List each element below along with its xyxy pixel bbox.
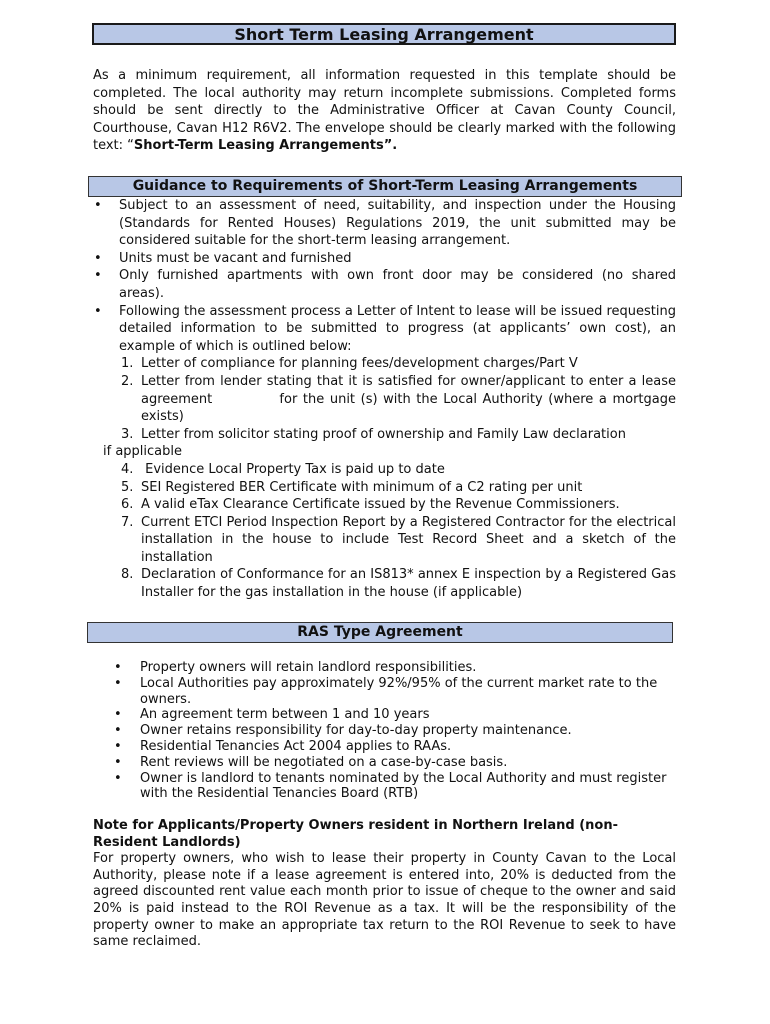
ras-list bbox=[114, 660, 675, 802]
item-number: 6. bbox=[121, 497, 134, 513]
bullet-symbol: • bbox=[114, 770, 122, 786]
guidance-bullet-text: Only furnished apartments with own front door may be considered (no shared areas). bbox=[119, 268, 676, 301]
intro-text: As a minimum requirement, all information requested in this template should be completed. The local authority may return incomplete submissions. Completed forms should be sent directly to the Administrative Officer at Cavan County Council, Courthouse, Cavan H12 R6V2. The envelope should be clearly marked with the following text: “ bbox=[93, 68, 676, 154]
numbered-item bbox=[121, 461, 676, 479]
guidance-bullet-text: Following the assessment process a Letter of Intent to lease will be issued requesting detailed information to be submitted to progress (at applicants’ own cost), an example of which is outlined below: bbox=[119, 303, 676, 354]
bullet-symbol: • bbox=[114, 660, 122, 675]
bullet-symbol: • bbox=[94, 268, 102, 284]
item-number: 8. bbox=[121, 567, 134, 583]
bullet-symbol: • bbox=[114, 754, 122, 770]
numbered-item bbox=[121, 479, 676, 497]
item-text: SEI Registered BER Certificate with minimum of a C2 rating per unit bbox=[141, 479, 583, 495]
numbered-item-continuation: if applicable bbox=[103, 444, 182, 460]
bullet-symbol: • bbox=[114, 738, 122, 754]
item-text: Evidence Local Property Tax is paid up to date bbox=[141, 461, 445, 477]
ras-bullet bbox=[114, 723, 675, 739]
bullet-symbol: • bbox=[114, 723, 122, 739]
ras-bullet-text: Residential Tenancies Act 2004 applies to RAAs. bbox=[140, 738, 452, 754]
numbered-item bbox=[121, 373, 681, 426]
page-title: Short Term Leasing Arrangement bbox=[92, 23, 676, 45]
guidance-list bbox=[94, 197, 681, 602]
bullet-symbol: • bbox=[114, 675, 122, 691]
bullet-symbol: • bbox=[94, 250, 102, 266]
bullet-symbol: • bbox=[114, 707, 122, 723]
ras-bullet bbox=[114, 707, 675, 723]
item-text: Current ETCI Period Inspection Report by a Registered Contractor for the electrical installation in the house to include Test Record Sheet and a sketch of the installation bbox=[141, 514, 676, 565]
guidance-bullet-text: Units must be vacant and furnished bbox=[119, 250, 352, 266]
item-text: A valid eTax Clearance Certificate issued by the Revenue Commissioners. bbox=[141, 497, 620, 513]
item-text: Declaration of Conformance for an IS813* annex E inspection by a Registered Gas Installer for the gas installation in the house (if applicable) bbox=[141, 567, 676, 601]
guidance-bullet bbox=[94, 250, 676, 268]
item-number: 7. bbox=[121, 514, 134, 530]
numbered-item bbox=[121, 496, 676, 514]
guidance-heading: Guidance to Requirements of Short-Term Leasing Arrangements bbox=[88, 176, 682, 197]
ras-bullet bbox=[114, 675, 675, 708]
ras-heading: RAS Type Agreement bbox=[87, 622, 673, 643]
ras-bullet-text: Owner retains responsibility for day-to-day property maintenance. bbox=[140, 723, 572, 739]
bullet-symbol: • bbox=[94, 198, 102, 213]
item-text: Letter from lender stating that it is satisfied for owner/applicant to enter a lease agreement for the unit (s) with the Local Authority (where a mortgage exists) bbox=[141, 373, 681, 425]
numbered-item bbox=[121, 355, 676, 373]
numbered-item bbox=[121, 514, 676, 567]
guidance-bullet bbox=[94, 267, 676, 302]
item-number: 2. bbox=[121, 373, 134, 389]
guidance-bullet bbox=[94, 303, 676, 356]
ras-bullet bbox=[114, 738, 675, 755]
guidance-bullet-text: Subject to an assessment of need, suitability, and inspection under the Housing (Standards for Rented Houses) Regulations 2019, the unit submitted may be considered suitable for the short-term leasing arrangement. bbox=[119, 198, 676, 249]
ras-bullet-text: Rent reviews will be negotiated on a case-by-case basis. bbox=[140, 754, 508, 770]
item-number: 4. bbox=[121, 461, 134, 477]
ras-bullet-text: An agreement term between 1 and 10 years bbox=[140, 707, 430, 723]
ras-bullet-text: Property owners will retain landlord responsibilities. bbox=[140, 660, 477, 675]
guidance-bullet bbox=[94, 197, 676, 250]
ras-bullet-text: Local Authorities pay approximately 92%/95% of the current market rate to the owners. bbox=[140, 675, 658, 707]
numbered-list bbox=[103, 355, 681, 601]
bullet-symbol: • bbox=[94, 303, 102, 319]
numbered-item bbox=[121, 566, 676, 601]
note-heading: Note for Applicants/Property Owners resident in Northern Ireland (non-Resident Landlords) bbox=[93, 818, 618, 850]
item-text: Letter from solicitor stating proof of ownership and Family Law declaration bbox=[141, 426, 626, 442]
intro-paragraph bbox=[93, 67, 676, 155]
note-text: For property owners, who wish to lease their property in County Cavan to the Local Authority, please note if a lease agreement is entered into, 20% is deducted from the agreed discounted rent value each month prior to issue of cheque to the owner and said 20% is paid instead to the ROI Revenue as a tax. It will be the responsibility of the property owner to make an appropriate tax return to the ROI Revenue to seek to have same reclaimed. bbox=[93, 851, 676, 950]
item-number: 3. bbox=[121, 426, 134, 442]
intro-bold-text: Short-Term Leasing Arrangements”. bbox=[133, 138, 398, 154]
item-number: 1. bbox=[121, 356, 134, 372]
numbered-item bbox=[121, 426, 676, 444]
ras-bullet bbox=[114, 770, 675, 803]
item-text: Letter of compliance for planning fees/development charges/Part V bbox=[141, 356, 578, 372]
ras-bullet-text: Owner is landlord to tenants nominated by the Local Authority and must register with the Residential Tenancies Board (RTB) bbox=[140, 770, 667, 802]
ras-bullet bbox=[114, 754, 675, 771]
note-section bbox=[93, 818, 676, 951]
item-number: 5. bbox=[121, 479, 134, 495]
ras-bullet bbox=[114, 660, 675, 676]
